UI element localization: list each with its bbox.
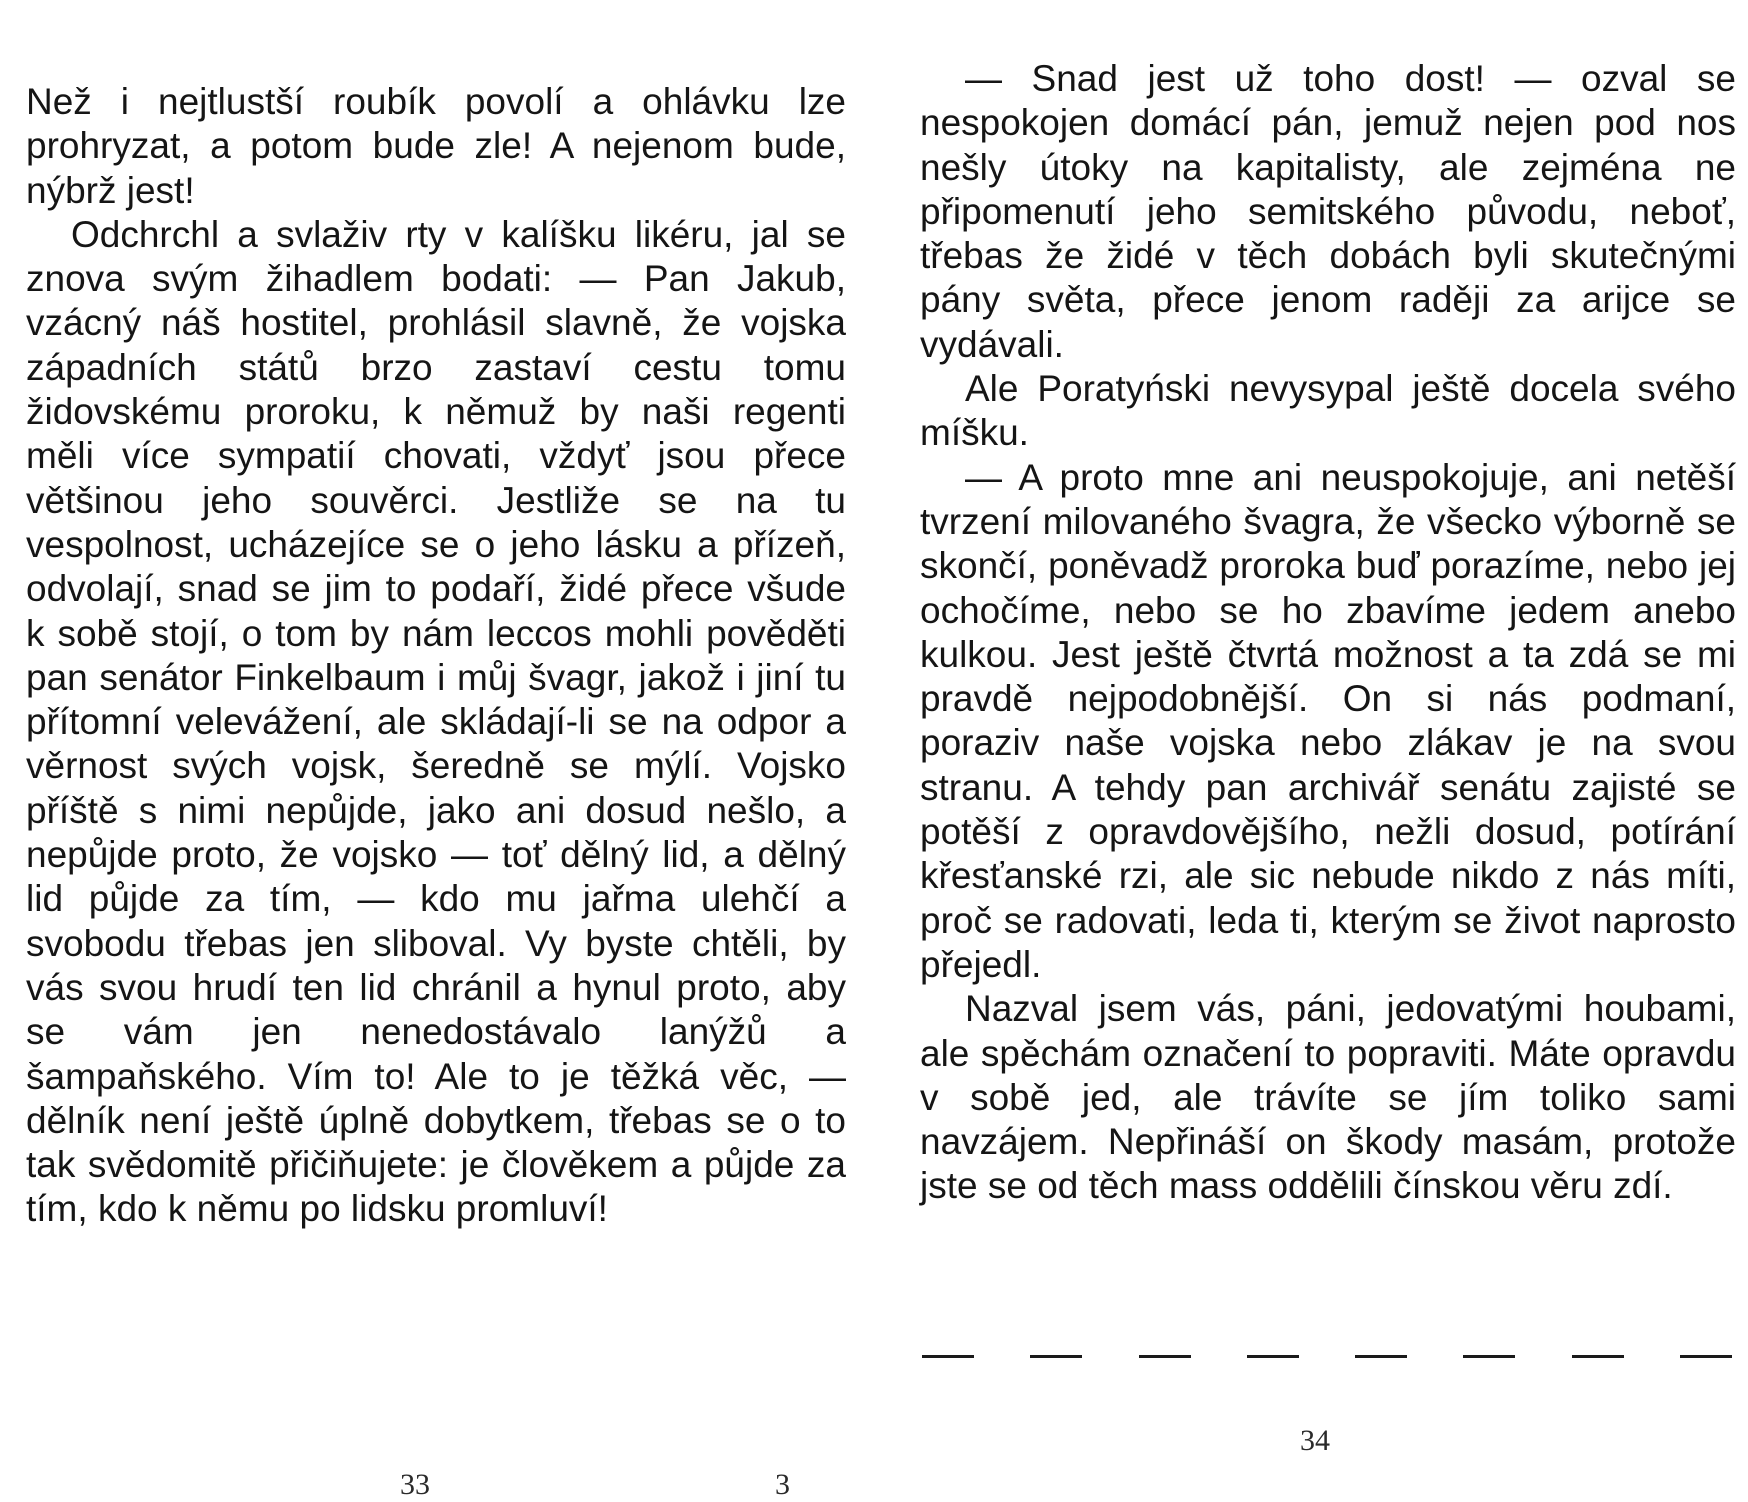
separator-dash (1355, 1355, 1407, 1358)
separator-dash (1030, 1355, 1082, 1358)
signature-mark: 3 (775, 1468, 790, 1501)
paragraph: Nazval jsem vás, páni, jedovatými houbami, ale spěchám označení to popraviti. Máte opravdu v sobě jed, ale trávíte se jím toliko sami navzájem. Nepřináší on škody masám, protože jste se od těch mass oddělili čínskou věru zdí. (920, 988, 1736, 1207)
left-page-text (26, 80, 846, 1232)
page-number-right: 34 (1300, 1424, 1330, 1457)
separator-dash (922, 1355, 974, 1358)
paragraph: Než i nejtlustší roubík povolí a ohlávku lze prohryzat, a potom bude zle! A nejenom bude, nýbrž jest! (26, 81, 846, 211)
section-separator (922, 1355, 1732, 1359)
separator-dash (1247, 1355, 1299, 1358)
separator-dash (1680, 1355, 1732, 1358)
paragraph: Ale Poratyński nevysypal ještě docela svého míšku. (920, 368, 1736, 454)
paragraph: — A proto mne ani neuspokojuje, ani netěší tvrzení milovaného švagra, že všecko výborně se skončí, poněvadž proroka buď porazíme, nebo jej ochočíme, nebo se ho zbavíme jedem anebo kulkou. Jest ještě čtvrtá možnost a ta zdá se mi pravdě nejpodobnější. On si nás podmaní, poraziv naše vojska nebo zlákav je na svou stranu. A tehdy pan archivář senátu zajisté se potěší z opravdovějšího, nežli dosud, potírání křesťanské rzi, ale sic nebude nikdo z nás míti, proč se radovati, leda ti, kterým se život naprosto přejedl. (920, 456, 1736, 985)
paragraph: Odchrchl a svlaživ rty v kalíšku likéru, jal se znova svým žihadlem bodati: — Pan Jakub, vzácný náš hostitel, prohlásil slavně, že vojska západních států brzo zastaví cestu tomu židovskému proroku, k němuž by naši regenti měli více sympatií chovati, vždyť jsou přece většinou jeho souvěrci. Jestliže se na tu vespolnost, ucházejíce se o jeho lásku a přízeň, odvolají, snad se jim to podaří, židé přece všude k sobě stojí, o tom by nám leccos mohli pověděti pan senátor Finkelbaum i můj švagr, jakož i jiní tu přítomní velevážení, ale skládají-li se na odpor a věrnost svých vojsk, šeredně se mýlí. Vojsko příště s nimi nepůjde, jako ani dosud nešlo, a nepůjde proto, že vojsko — toť dělný lid, a dělný lid půjde za tím, — kdo mu jařma ulehčí a svobodu třebas jen sliboval. Vy byste chtěli, by vás svou hrudí ten lid chránil a hynul proto, aby se vám jen nenedostávalo lanýžů a šampaňského. Vím to! Ale to je těžká věc, — dělník není ještě úplně dobytkem, třebas se o to tak svědomitě přičiňujete: je člověkem a půjde za tím, kdo k němu po lidsku promluví! (26, 213, 846, 1230)
separator-dash (1572, 1355, 1624, 1358)
right-page-text (920, 57, 1736, 1209)
separator-dash (1463, 1355, 1515, 1358)
separator-dash (1139, 1355, 1191, 1358)
right-page (874, 0, 1748, 1500)
left-page (0, 0, 874, 1500)
page-number-left: 33 (400, 1468, 430, 1501)
paragraph: — Snad jest už toho dost! — ozval se nespokojen domácí pán, jemuž nejen pod nos nešly útoky na kapitalisty, ale zejména ne připomenutí jeho semitského původu, neboť, třebas že židé v těch dobách byli skutečnými pány světa, přece jenom raději za arijce se vydávali. (920, 58, 1736, 365)
